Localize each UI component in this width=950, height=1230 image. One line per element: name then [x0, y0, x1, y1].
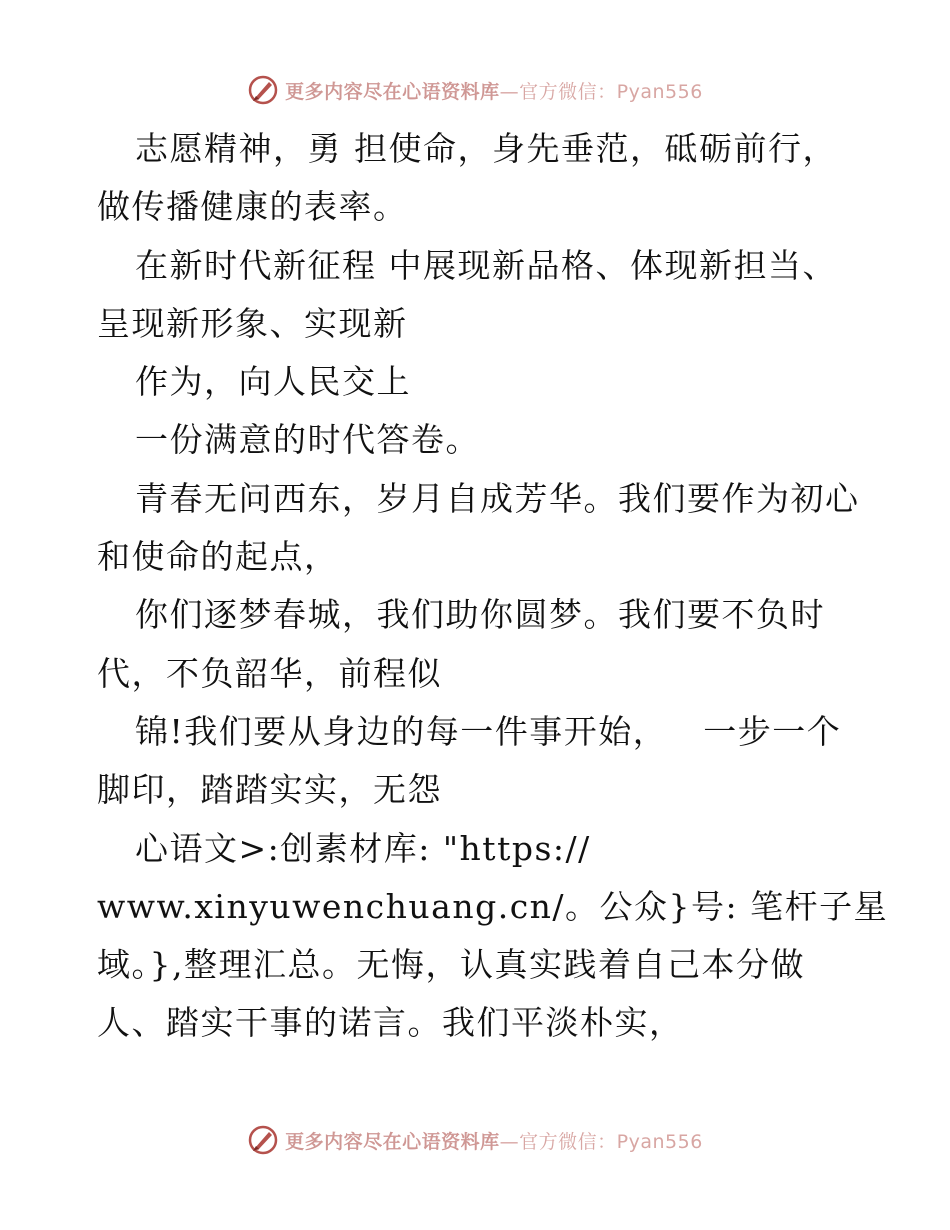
footer-dash: — — [499, 1130, 520, 1153]
body-line: 脚印，踏踏实实，无怨 — [97, 770, 442, 810]
header-dash: — — [499, 80, 520, 103]
header-wechat: 官方微信：Pyan556 — [519, 80, 703, 103]
body-line: 和使命的起点， — [97, 537, 339, 577]
header-site-name: 更多内容尽在心语资料库 — [285, 80, 500, 103]
body-line: 在新时代新征程 中展现新品格、体现新担当、 — [135, 245, 837, 285]
header-banner-text — [285, 77, 703, 104]
body-line: 作为，向人民交上 — [135, 362, 411, 402]
body-line: 心语文>:创素材库: "https:// — [135, 828, 591, 868]
quill-pen-circle-logo-icon — [247, 74, 279, 106]
header-banner — [0, 70, 950, 110]
body-line: 一份满意的时代答卷。 — [135, 420, 480, 460]
footer-wechat: 官方微信：Pyan556 — [519, 1130, 703, 1153]
body-line: 人、踏实干事的诺言。我们平淡朴实， — [97, 1003, 684, 1043]
body-line: 域。},整理汇总。无悔，认真实践着自己本分做 — [97, 945, 805, 985]
body-line: 呈现新形象、实现新 — [97, 303, 408, 343]
body-line: 做传播健康的表率。 — [97, 187, 408, 227]
body-line: 代，不负韶华，前程似 — [97, 653, 442, 693]
footer-banner — [0, 1120, 950, 1160]
footer-banner-text — [285, 1127, 703, 1154]
body-line: 你们逐梦春城，我们助你圆梦。我们要不负时 — [135, 595, 825, 635]
body-line: 锦!我们要从身边的每一件事开始， 一步一个 — [135, 711, 842, 751]
footer-site-name: 更多内容尽在心语资料库 — [285, 1130, 500, 1153]
body-line: www.xinyuwenchuang.cn/。公众}号: 笔杆子星 — [97, 886, 889, 926]
body-line: 青春无问西东，岁月自成芳华。我们要作为初心 — [135, 478, 860, 518]
quill-pen-circle-logo-icon — [247, 1124, 279, 1156]
document-body — [97, 120, 889, 1053]
body-line: 志愿精神，勇 担使命，身先垂范，砥砺前行， — [135, 129, 837, 168]
